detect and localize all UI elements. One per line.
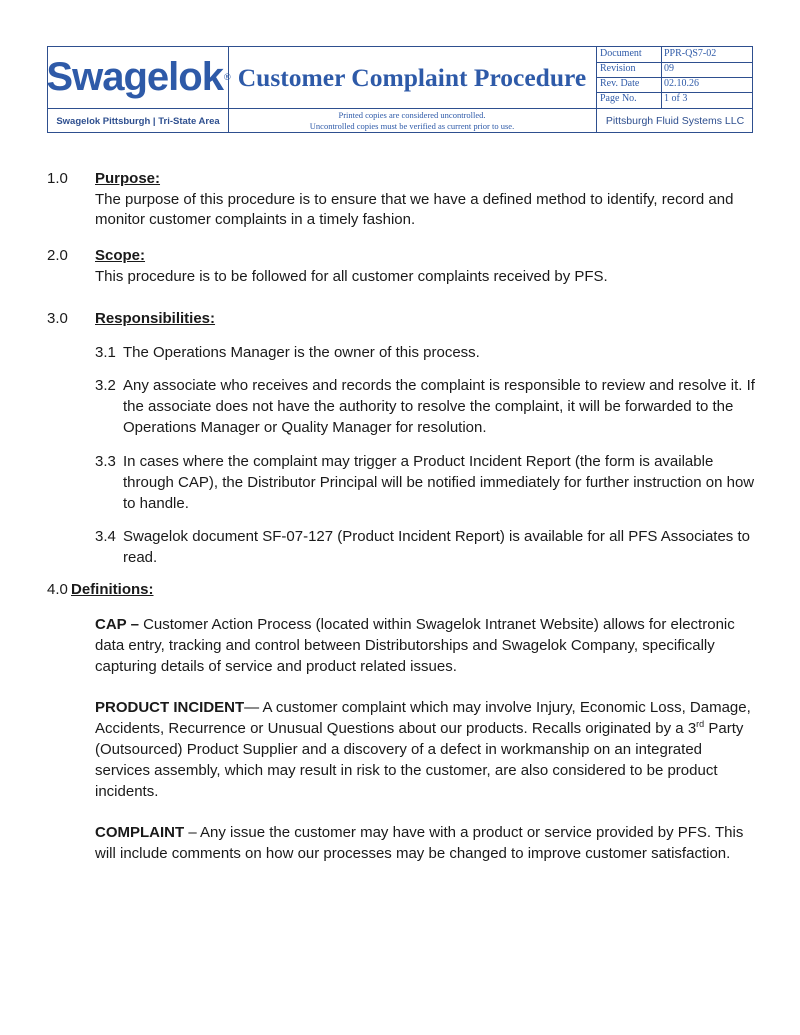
definition-cap: CAP – Customer Action Process (located within Swagelok Intranet Website) allows for electronic data entry, tracking and control between Distributorships and Swagelok Company, specifically capturing details of service and product related issues. <box>95 616 735 675</box>
list-item: 3.4 Swagelok document SF-07-127 (Product Incident Report) is available for all PFS Associates to read. <box>95 528 750 566</box>
scope-text: This procedure is to be followed for all customer complaints received by PFS. <box>95 268 608 285</box>
section-number: 1.0 <box>47 170 68 187</box>
meta-document: Document PPR-QS7-02 <box>600 48 717 59</box>
meta-rev-date: Rev. Date 02.10.26 <box>600 78 699 89</box>
section-heading-responsibilities: Responsibilities: <box>95 310 216 327</box>
purpose-text: The purpose of this procedure is to ensure that we have a defined method to identify, record and monitor customer complaints in a timely fashion. <box>95 191 734 228</box>
section-heading-definitions: Definitions: <box>71 581 154 598</box>
definition-complaint: COMPLAINT – Any issue the customer may have with a product or service provided by PFS. This will include comments on how our processes may be changed to improve customer satisfaction. <box>95 824 744 862</box>
meta-revision: Revision 09 <box>600 63 674 74</box>
list-item: 3.2 Any associate who receives and records the complaint is responsible to review and resolve it. If the associate does not have the authority to resolve the complaint, it will be forwarded to the Operations Manager or Quality Manager for resolution. <box>95 377 755 436</box>
definition-product-incident: PRODUCT INCIDENT— A customer complaint which may involve Injury, Economic Loss, Damage, Accidents, Recurrence or Unusual Questions about our products. Recalls originated by a 3rd Party (Outsourced) Product Supplier and a discovery of a defect in workmanship on an integrated services assembly, which may result in risk to the customer, are also considered to be product incidents. <box>95 699 751 800</box>
document-header <box>47 46 753 133</box>
meta-page-no: Page No. 1 of 3 <box>600 93 688 104</box>
section-number: 4.0 <box>47 581 68 598</box>
list-item: 3.1 The Operations Manager is the owner of this process. <box>95 344 480 361</box>
uncontrolled-notice: Printed copies are considered uncontrolled. Uncontrolled copies must be verified as current prior to use. <box>309 110 515 131</box>
section-number: 3.0 <box>47 310 68 327</box>
document-title: Customer Complaint Procedure <box>237 62 587 92</box>
list-item: 3.3 In cases where the complaint may trigger a Product Incident Report (the form is available through CAP), the Distributor Principal will be notified immediately for further instruction on how to handle. <box>95 453 755 512</box>
section-heading-purpose: Purpose: <box>95 170 161 187</box>
company-name: Pittsburgh Fluid Systems LLC <box>605 115 745 127</box>
section-number: 2.0 <box>47 247 68 264</box>
swagelok-logo: Swagelok ® <box>46 54 230 99</box>
section-heading-scope: Scope: <box>95 247 146 264</box>
location-label: Swagelok Pittsburgh | Tri-State Area <box>56 115 220 127</box>
